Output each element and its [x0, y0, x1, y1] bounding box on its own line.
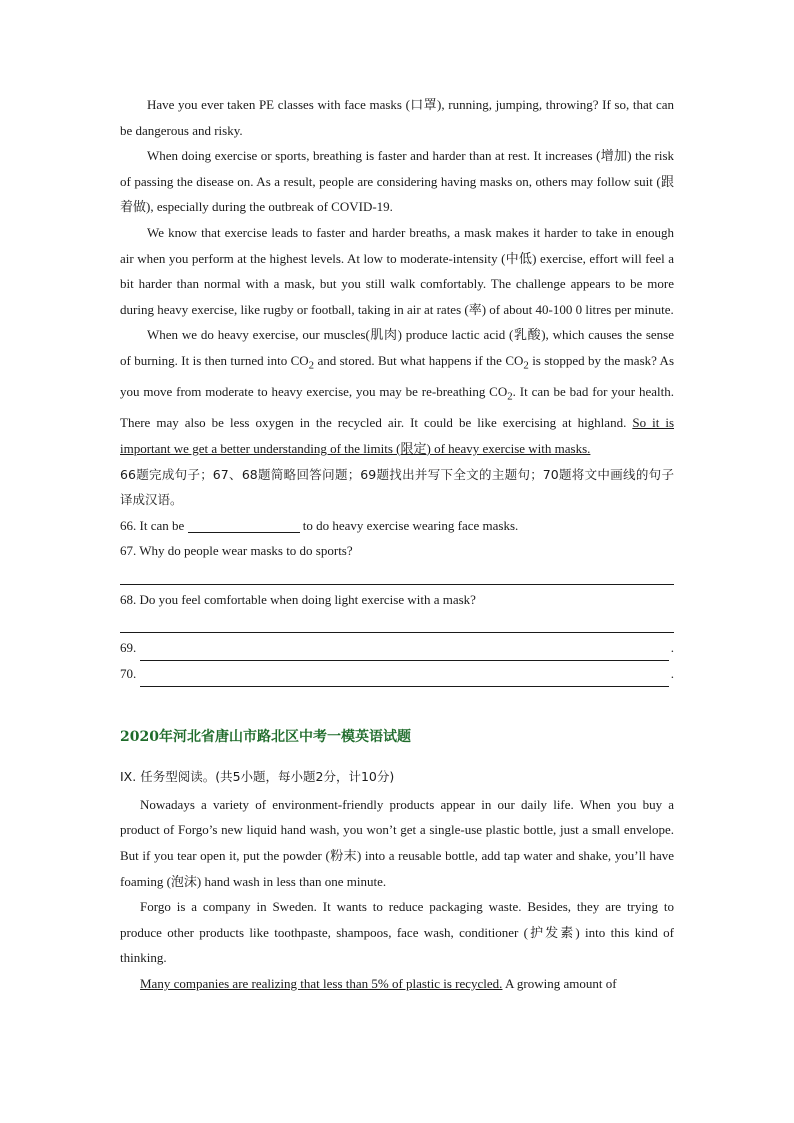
q69-answer-line[interactable]	[140, 643, 669, 661]
question-instructions: 66题完成句子；67、68题简略回答问题；69题找出并写下全文的主题句；70题将文中画线的句子译成汉语。	[120, 466, 674, 508]
q66-answer-blank[interactable]	[188, 518, 300, 533]
q68-answer-line[interactable]	[120, 612, 674, 633]
co2-subscript: 2	[523, 359, 529, 372]
q70-answer-line[interactable]	[140, 669, 669, 687]
section2-title: 2020年河北省唐山市路北区中考一模英语试题	[120, 728, 411, 745]
q70-period: .	[670, 666, 674, 682]
p4-text-b: and stored. But what happens if the CO	[314, 352, 524, 368]
q69-number: 69.	[120, 640, 137, 656]
passage2-paragraph-3	[120, 971, 674, 997]
section2-task-heading: IX. 任务型阅读。(共5小题，每小题2分，计10分)	[120, 769, 395, 785]
question-68: 68. Do you feel comfortable when doing light exercise with a mask?	[120, 591, 476, 607]
p4-text-a: When we do heavy exercise, our muscles(肌肉) produce lactic acid (乳酸), which causes the sense of burning. It is then turned into CO	[120, 327, 674, 368]
passage2-paragraph-2: Forgo is a company in Sweden. It wants to reduce packaging waste. Besides, they are trying to produce other products like toothpaste, shampoos, face wash, conditioner (护发素) into this kind of thinking.	[120, 899, 674, 966]
question-67: 67. Why do people wear masks to do sports?	[120, 543, 353, 559]
p4-text-d: . It can be bad for your health. There may also be less oxygen in the recycled air. It could be like exercising at highland.	[120, 384, 674, 431]
passage1-paragraph-2: When doing exercise or sports, breathing is faster and harder than at rest. It increases (增加) the risk of passing the disease on. As a result, people are considering having masks on, others may follow suit (跟着做), especially during the outbreak of COVID-19.	[120, 148, 674, 215]
passage1-paragraph-4	[120, 322, 674, 461]
underlined-sentence: So it is important we get a better understanding of the limits (限定) of heavy exercise with masks.	[120, 415, 674, 456]
passage1-paragraph-1: Have you ever taken PE classes with face masks (口罩), running, jumping, throwing? If so, that can be dangerous and risky.	[120, 97, 674, 138]
passage2-paragraph-1: Nowadays a variety of environment-friendly products appear in our daily life. When you buy a product of Forgo’s new liquid hand wash, you won’t get a single-use plastic bottle, just a small envelope. But if you tear open it, put the powder (粉末) into a reusable bottle, add tap water and shake, you’ll have foaming (泡沫) hand wash in less than one minute.	[120, 796, 674, 889]
passage1-paragraph-3: We know that exercise leads to faster and harder breaths, a mask makes it harder to take in enough air when you perform at the highest levels. At low to moderate-intensity (中低) exercise, effort will feel a bit harder than normal with a mask, but you still walk comfortably. The challenge appears to be more during heavy exercise, like rugby or football, taking in air at rates (率) of about 40-100 0 litres per minute.	[120, 224, 674, 317]
question-69	[120, 635, 674, 661]
question-66	[120, 513, 674, 539]
passage2-underlined-sentence: Many companies are realizing that less than 5% of plastic is recycled.	[140, 976, 503, 991]
co2-subscript: 2	[507, 390, 513, 403]
passage2-p3-rest: A growing amount of	[502, 976, 617, 991]
q66-suffix: to do heavy exercise wearing face masks.	[302, 517, 519, 533]
q66-prefix: 66. It can be	[120, 517, 185, 533]
p4-text-c: is stopped by the mask? As you move from moderate to heavy exercise, you may be re-breathing CO	[120, 352, 674, 400]
question-70	[120, 661, 674, 687]
q70-number: 70.	[120, 666, 137, 682]
q67-answer-line[interactable]	[120, 564, 674, 585]
document-page	[120, 92, 674, 997]
co2-subscript: 2	[308, 359, 315, 372]
q69-period: .	[670, 640, 674, 656]
